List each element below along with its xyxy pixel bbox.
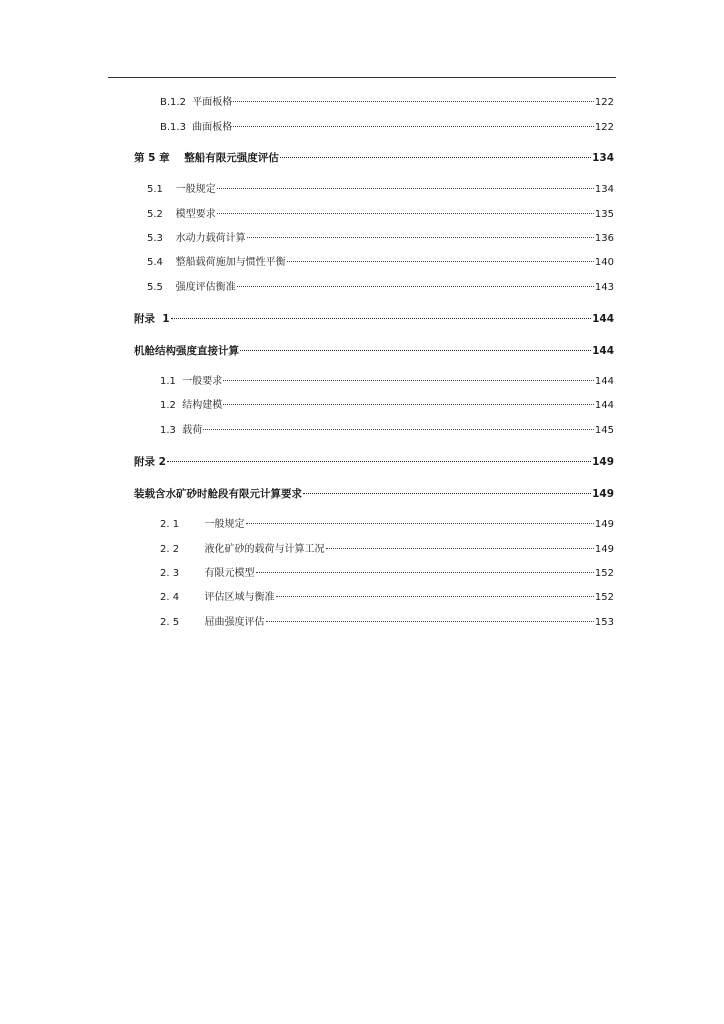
toc-entry-page: 144 — [594, 400, 614, 411]
toc-entry-page: 136 — [594, 233, 614, 244]
dot-leader — [233, 101, 594, 102]
toc-entry-title: 附录 2 — [134, 456, 166, 468]
dot-leader — [280, 157, 591, 158]
toc-entry-page: 152 — [594, 592, 614, 603]
toc-entry-page: 149 — [592, 488, 614, 500]
dot-leader — [217, 213, 594, 214]
toc-entry-page: 143 — [594, 282, 614, 293]
toc-entry-title: 1.1 一般要求 — [160, 376, 223, 387]
toc-entry-page: 140 — [594, 257, 614, 268]
toc-appendix-title[interactable] — [0, 486, 724, 502]
toc-entry[interactable] — [0, 280, 724, 296]
toc-appendix[interactable] — [0, 311, 724, 327]
dot-leader — [171, 318, 591, 319]
toc-entry-title: 2. 4 评估区域与衡准 — [160, 592, 275, 603]
toc-entry-title: 2. 1 一般规定 — [160, 519, 245, 530]
toc-entry[interactable] — [0, 231, 724, 247]
toc-entry-page: 152 — [594, 568, 614, 579]
toc-entry-page: 144 — [592, 345, 614, 357]
dot-leader — [240, 350, 591, 351]
toc-entry[interactable] — [0, 398, 724, 414]
toc-entry[interactable] — [0, 255, 724, 271]
dot-leader — [203, 429, 594, 430]
toc-appendix[interactable] — [0, 454, 724, 470]
dot-leader — [223, 404, 594, 405]
dot-leader — [276, 596, 594, 597]
dot-leader — [287, 261, 594, 262]
toc-entry[interactable] — [0, 120, 724, 136]
toc-entry-page: 134 — [592, 152, 614, 164]
toc-entry-page: 153 — [594, 617, 614, 628]
toc-entry-page: 134 — [594, 184, 614, 195]
toc-entry-title: 1.2 结构建模 — [160, 400, 223, 411]
dot-leader — [326, 548, 594, 549]
toc-entry-title: 装载含水矿砂时舱段有限元计算要求 — [134, 488, 302, 500]
toc-entry-page: 135 — [594, 209, 614, 220]
dot-leader — [217, 188, 594, 189]
toc-entry-title: 5.4 整船载荷施加与惯性平衡 — [147, 257, 286, 268]
toc-entry[interactable] — [0, 566, 724, 582]
dot-leader — [167, 461, 591, 462]
toc-entry-title: 附录 1 — [134, 313, 170, 325]
dot-leader — [256, 572, 594, 573]
toc-entry[interactable] — [0, 207, 724, 223]
toc-entry-page: 144 — [594, 376, 614, 387]
toc-entry-title: 2. 3 有限元模型 — [160, 568, 255, 579]
dot-leader — [223, 380, 594, 381]
toc-entry[interactable] — [0, 423, 724, 439]
toc-entry[interactable] — [0, 542, 724, 558]
toc-entry-title: 5.5 强度评估衡准 — [147, 282, 236, 293]
dot-leader — [247, 237, 594, 238]
toc-entry-title: 5.2 模型要求 — [147, 209, 216, 220]
dot-leader — [246, 523, 594, 524]
toc-entry[interactable] — [0, 182, 724, 198]
toc-appendix-title[interactable] — [0, 343, 724, 359]
dot-leader — [233, 126, 594, 127]
toc-entry-title: 第 5 章 整船有限元强度评估 — [134, 152, 279, 164]
toc-entry[interactable] — [0, 517, 724, 533]
toc-entry-title: 机舱结构强度直接计算 — [134, 345, 239, 357]
toc-entry-page: 122 — [594, 97, 614, 108]
toc-entry[interactable] — [0, 615, 724, 631]
toc-entry-page: 149 — [594, 544, 614, 555]
toc-entry-title: 5.3 水动力载荷计算 — [147, 233, 246, 244]
toc-entry-title: 2. 5 屈曲强度评估 — [160, 617, 265, 628]
toc-entry[interactable] — [0, 590, 724, 606]
toc-entry-title: 2. 2 液化矿砂的载荷与计算工况 — [160, 544, 325, 555]
toc-entry-page: 145 — [594, 425, 614, 436]
toc-entry-page: 149 — [594, 519, 614, 530]
toc-entry[interactable] — [0, 95, 724, 111]
toc-entry[interactable] — [0, 374, 724, 390]
toc-entry-title: B.1.3 曲面板格 — [160, 122, 233, 133]
dot-leader — [303, 493, 591, 494]
toc-entry-title: B.1.2 平面板格 — [160, 97, 233, 108]
toc-entry-page: 144 — [592, 313, 614, 325]
toc-entry-title: 1.3 载荷 — [160, 425, 203, 436]
toc-entry-page: 149 — [592, 456, 614, 468]
toc-entry-page: 122 — [594, 122, 614, 133]
toc-entry-title: 5.1 一般规定 — [147, 184, 216, 195]
toc-chapter[interactable] — [0, 150, 724, 166]
dot-leader — [266, 621, 594, 622]
dot-leader — [237, 286, 594, 287]
